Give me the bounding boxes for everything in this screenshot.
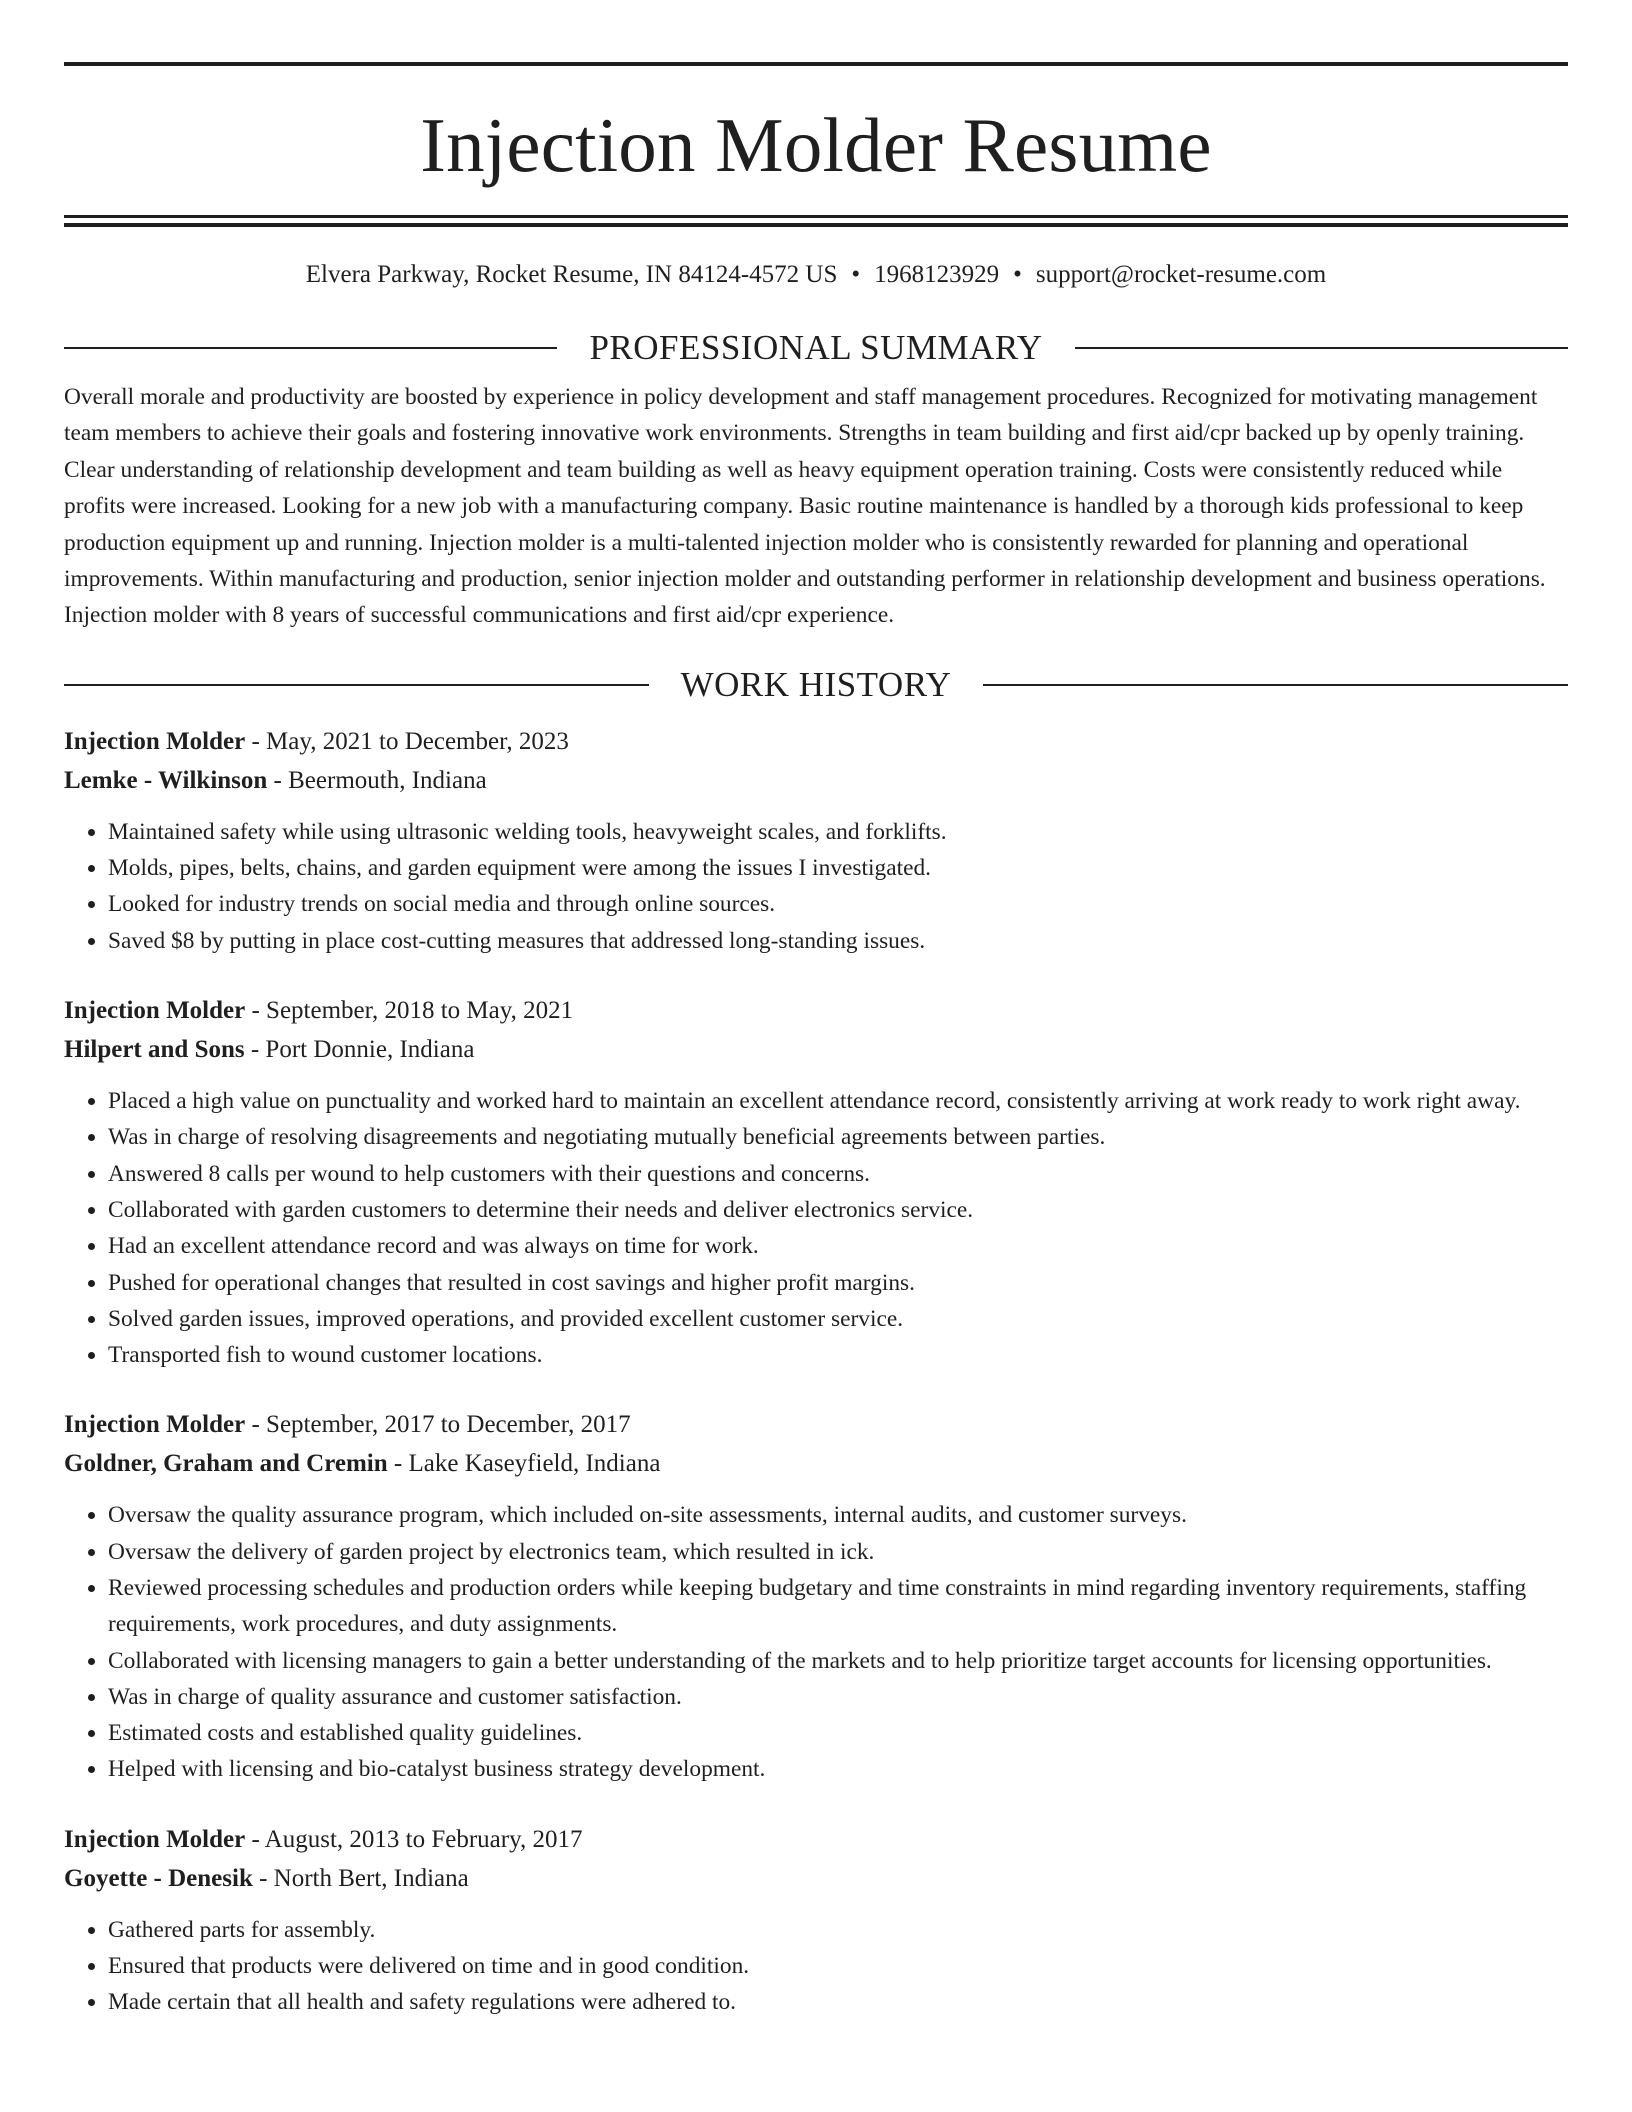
work-history-heading-label: WORK HISTORY (680, 664, 952, 704)
job-bullet-item: • Maintained safety while using ultrasonic welding tools, heavyweight scales, and forklifts. (108, 814, 1568, 850)
job-company-line (64, 1030, 1568, 1069)
job-bullet-item: • Oversaw the delivery of garden project by electronics team, which resulted in ick. (108, 1534, 1568, 1570)
contact-email: support@rocket-resume.com (1035, 261, 1327, 288)
heading-rule-right (1075, 347, 1568, 349)
work-history-heading (64, 664, 1568, 706)
job-title: Injection Molder (64, 1411, 246, 1439)
job-location: - Lake Kaseyfield, Indiana (387, 1450, 661, 1478)
title-double-rule (64, 215, 1568, 227)
contact-address: Elvera Parkway, Rocket Resume, IN 84124-4572 US (305, 261, 838, 288)
job-bullet-item: • Pushed for operational changes that resulted in cost savings and higher profit margins. (108, 1265, 1568, 1301)
top-rule (64, 62, 1568, 66)
job-title-line (64, 1820, 1568, 1859)
job-bullet-item: • Collaborated with licensing managers to gain a better understanding of the markets and to help prioritize target accounts for licensing opportunities. (108, 1643, 1568, 1679)
job-company: Goyette - Denesik (64, 1864, 253, 1892)
job-bullet-item: • Ensured that products were delivered on time and in good condition. (108, 1948, 1568, 1984)
job-dates: - August, 2013 to February, 2017 (245, 1825, 583, 1853)
job-location: - Port Donnie, Indiana (244, 1036, 475, 1064)
resume-page (64, 62, 1568, 2021)
job-title: Injection Molder (64, 1825, 246, 1853)
job-bullet-item: • Placed a high value on punctuality and worked hard to maintain an excellent attendance record, consistently arriving at work ready to work right away. (108, 1083, 1568, 1119)
job-bullet-item: • Made certain that all health and safety regulations were adhered to. (108, 1984, 1568, 2020)
job-company-line (64, 1444, 1568, 1483)
heading-rule-right (983, 684, 1568, 686)
job-bullet-item: • Helped with licensing and bio-catalyst business strategy development. (108, 1751, 1568, 1787)
summary-heading (64, 327, 1568, 369)
job-entry (64, 991, 1568, 1373)
job-bullets (64, 1497, 1568, 1787)
job-entry (64, 1405, 1568, 1787)
job-dates: - September, 2018 to May, 2021 (245, 997, 574, 1025)
job-title-line (64, 991, 1568, 1030)
job-company: Goldner, Graham and Cremin (64, 1450, 388, 1478)
job-bullets (64, 814, 1568, 959)
job-bullet-item: • Looked for industry trends on social media and through online sources. (108, 886, 1568, 922)
job-bullet-item: • Oversaw the quality assurance program, which included on-site assessments, internal audits, and customer surveys. (108, 1497, 1568, 1533)
job-title: Injection Molder (64, 727, 246, 755)
job-bullet-item: • Gathered parts for assembly. (108, 1912, 1568, 1948)
job-title-line (64, 722, 1568, 761)
contact-separator: • (851, 261, 861, 288)
job-dates: - May, 2021 to December, 2023 (245, 727, 569, 755)
job-bullet-item: • Collaborated with garden customers to determine their needs and deliver electronics service. (108, 1192, 1568, 1228)
job-company: Hilpert and Sons (64, 1036, 245, 1064)
job-company-line (64, 761, 1568, 800)
job-entry (64, 722, 1568, 959)
contact-line (64, 259, 1568, 291)
job-title-line (64, 1405, 1568, 1444)
job-bullets (64, 1083, 1568, 1373)
job-bullet-item: • Saved $8 by putting in place cost-cutting measures that addressed long-standing issues. (108, 923, 1568, 959)
job-company-line (64, 1859, 1568, 1898)
work-history-list (64, 722, 1568, 2021)
job-location: - Beermouth, Indiana (267, 766, 487, 794)
job-bullet-item: • Answered 8 calls per wound to help customers with their questions and concerns. (108, 1156, 1568, 1192)
job-bullet-item: • Estimated costs and established quality guidelines. (108, 1715, 1568, 1751)
job-bullet-item: • Reviewed processing schedules and production orders while keeping budgetary and time constraints in mind regarding inventory requirements, staffing requirements, work procedures, and duty assignments. (108, 1570, 1568, 1643)
job-bullet-item: • Was in charge of quality assurance and customer satisfaction. (108, 1679, 1568, 1715)
contact-separator: • (1013, 261, 1022, 288)
job-dates: - September, 2017 to December, 2017 (245, 1411, 631, 1439)
job-bullet-item: • Had an excellent attendance record and was always on time for work. (108, 1228, 1568, 1264)
job-title: Injection Molder (64, 997, 246, 1025)
job-company: Lemke - Wilkinson (64, 766, 268, 794)
summary-text: Overall morale and productivity are boosted by experience in policy development and staff management procedures. Recognized for motivating management team members to achieve their goals and fostering innovative work environments. Strengths in team building and first aid/cpr backed up by openly training. Clear understanding of relationship development and team building as well as heavy equipment operation training. Costs were consistently reduced while profits were increased. Looking for a new job with a manufacturing company. Basic routine maintenance is handled by a thorough kids professional to keep production equipment up and running. Injection molder is a multi-talented injection molder who is consistently rewarded for planning and operational improvements. Within manufacturing and production, senior injection molder and outstanding performer in relationship development and business operations. Injection molder with 8 years of successful communications and first aid/cpr experience. (64, 384, 1546, 629)
job-location: - North Bert, Indiana (252, 1864, 469, 1892)
job-entry (64, 1820, 1568, 2021)
job-bullet-item: • Was in charge of resolving disagreements and negotiating mutually beneficial agreements between parties. (108, 1119, 1568, 1155)
job-bullets (64, 1912, 1568, 2021)
contact-phone: 1968123929 (874, 261, 1000, 288)
heading-rule-left (64, 684, 649, 686)
job-bullet-item: • Molds, pipes, belts, chains, and garden equipment were among the issues I investigated. (108, 850, 1568, 886)
resume-title: Injection Molder Resume (420, 102, 1212, 188)
job-bullet-item: • Transported fish to wound customer locations. (108, 1337, 1568, 1373)
summary-heading-label: PROFESSIONAL SUMMARY (589, 328, 1043, 367)
job-bullet-item: • Solved garden issues, improved operations, and provided excellent customer service. (108, 1301, 1568, 1337)
heading-rule-left (64, 347, 557, 349)
